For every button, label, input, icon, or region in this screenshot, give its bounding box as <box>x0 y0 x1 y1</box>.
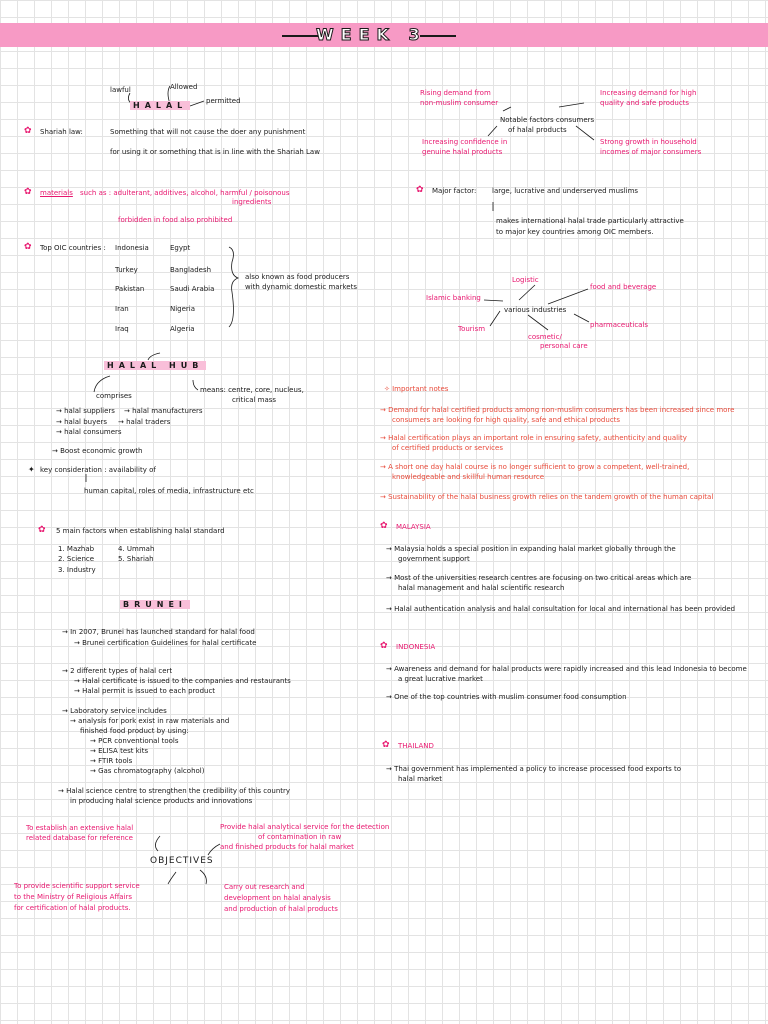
brunei-line: in producing halal science products and innovations <box>70 797 253 805</box>
bullet-icon: ✦ <box>28 465 35 474</box>
oic-country: Algeria <box>170 325 195 333</box>
brunei-line: → FTIR tools <box>90 757 133 765</box>
factor-item: 4. Ummah <box>118 545 155 553</box>
malaysia-item: government support <box>398 555 470 563</box>
notable-bl: genuine halal products <box>422 148 503 156</box>
brunei-line: → Brunei certification Guidelines for halal certificate <box>74 639 257 647</box>
major-line2: makes international halal trade particularly attractive <box>496 217 684 225</box>
halal-lawful: lawful <box>110 86 131 94</box>
brunei-line: → In 2007, Brunei has launched standard for halal food <box>62 628 255 636</box>
notable-br: incomes of major consumers <box>600 148 702 156</box>
industry-cosmetic: personal care <box>540 342 588 350</box>
indonesia-item: → Awareness and demand for halal products were rapidly increased and this lead Indonesia to become <box>386 665 747 673</box>
objective-4: Carry out research and <box>224 883 305 891</box>
flower-icon: ✿ <box>38 525 46 535</box>
indonesia-item: a great lucrative market <box>398 675 483 683</box>
factor-item: 3. Industry <box>58 566 96 574</box>
flower-icon: ✿ <box>24 187 32 197</box>
objective-3: to the Ministry of Religious Affairs <box>14 893 133 901</box>
oic-country: Nigeria <box>170 305 196 313</box>
oic-note1: also known as food producers <box>245 273 350 281</box>
shariah-label: Shariah law: <box>40 128 83 136</box>
factor-item: 5. Shariah <box>118 555 154 563</box>
indonesia-heading: INDONESIA <box>396 643 436 651</box>
thailand-item: halal market <box>398 775 442 783</box>
materials-forbidden: forbidden in food also prohibited <box>118 216 233 224</box>
materials-text2: ingredients <box>232 198 272 206</box>
objective-2: Provide halal analytical service for the detection <box>220 823 390 831</box>
thailand-heading: THAILAND <box>398 742 434 750</box>
materials-label: materials <box>40 189 73 197</box>
hub-key-label: key consideration : availability of <box>40 466 156 474</box>
arrow-means <box>193 380 198 390</box>
major-text: large, lucrative and underserved muslims <box>492 187 639 195</box>
notable-center: Notable factors consumers <box>500 116 595 124</box>
malaysia-item: → Most of the universities research centres are focusing on two critical areas which are <box>386 574 692 582</box>
hub-item: → halal consumers <box>56 428 122 436</box>
brace-oic <box>229 247 238 327</box>
notable-tr: Increasing demand for high <box>600 89 697 97</box>
malaysia-item: halal management and halal scientific research <box>398 584 565 592</box>
shariah-line1: Something that will not cause the doer any punishment <box>110 128 306 136</box>
page-title: WEEK 3 <box>316 25 427 44</box>
oic-country: Pakistan <box>115 285 145 293</box>
arrow-permitted <box>190 101 204 106</box>
halal-hub-heading: HALAL HUB <box>104 361 206 370</box>
industry-pharma: pharmaceuticals <box>590 321 649 329</box>
notable-tl: non-muslim consumer <box>420 99 499 107</box>
oic-note2: with dynamic domestic markets <box>245 283 357 291</box>
oic-country: Egypt <box>170 244 191 252</box>
hub-item: → halal buyers <box>56 418 108 426</box>
brunei-line: → Gas chromatography (alcohol) <box>90 767 205 775</box>
industry-tourism: Tourism <box>458 325 486 333</box>
notable-bl: Increasing confidence in <box>422 138 508 146</box>
hub-key-text: human capital, roles of media, infrastructure etc <box>84 487 254 495</box>
malaysia-heading: MALAYSIA <box>396 523 431 531</box>
halal-allowed: Allowed <box>170 83 198 91</box>
note-item: → Sustainability of the halal business growth relies on the tandem growth of the human capital <box>380 493 714 501</box>
brunei-line: finished food product by using: <box>80 727 189 735</box>
major-line3: to major key countries among OIC members. <box>496 228 654 236</box>
materials-text: such as : adulterant, additives, alcohol, harmful / poisonous <box>80 189 290 197</box>
note-item: → Demand for halal certified products among non-muslim consumers has been increased since more <box>380 406 735 414</box>
brunei-line: → Laboratory service includes <box>62 707 167 715</box>
hub-means1: means: centre, core, nucleus, <box>200 386 304 394</box>
hub-item: → halal suppliers <box>56 407 115 415</box>
industry-food: food and beverage <box>590 283 657 291</box>
objective-4: development on halal analysis <box>224 894 331 902</box>
notable-tl: Rising demand from <box>420 89 491 97</box>
hub-item: → halal traders <box>118 418 171 426</box>
oic-country: Iran <box>115 305 129 313</box>
notes-heading: ✧ Important notes <box>384 385 449 393</box>
hub-growth: → Boost economic growth <box>52 447 143 455</box>
oic-country: Iraq <box>115 325 129 333</box>
brunei-line: → PCR conventional tools <box>90 737 179 745</box>
notable-br: Strong growth in household <box>600 138 697 146</box>
objectives-heading: OBJECTIVES <box>150 856 214 866</box>
factor-item: 1. Mazhab <box>58 545 95 553</box>
objective-4: and production of halal products <box>224 905 338 913</box>
brunei-line: → Halal certificate is issued to the companies and restaurants <box>74 677 291 685</box>
flower-icon: ✿ <box>416 185 424 195</box>
industries-center: various industries <box>504 306 567 314</box>
note-item: → A short one day halal course is no longer sufficient to grow a competent, well-trained, <box>380 463 690 471</box>
brunei-heading: BRUNEI <box>120 600 190 609</box>
objective-1: To establish an extensive halal <box>26 824 134 832</box>
hub-item: → halal manufacturers <box>124 407 203 415</box>
brunei-line: → Halal permit is issued to each product <box>74 687 216 695</box>
major-label: Major factor: <box>432 187 477 195</box>
oic-country: Bangladesh <box>170 266 212 274</box>
industry-banking: Islamic banking <box>426 294 481 302</box>
halal-permitted: permitted <box>206 97 241 105</box>
objective-1: related database for reference <box>26 834 133 842</box>
objective-3: To provide scientific support service <box>14 882 140 890</box>
flower-icon: ✿ <box>380 641 388 651</box>
shariah-line2: for using it or something that is in line with the Shariah Law <box>110 148 320 156</box>
malaysia-item: → Halal authentication analysis and halal consultation for local and international has been provided <box>386 605 736 613</box>
arrow-comprises <box>94 376 110 392</box>
oic-country: Saudi Arabia <box>170 285 215 293</box>
note-item: of certified products or services <box>392 444 503 452</box>
malaysia-item: → Malaysia holds a special position in expanding halal market globally through the <box>386 545 676 553</box>
oic-label: Top OIC countries : <box>40 244 106 252</box>
flower-icon: ✿ <box>382 740 390 750</box>
flower-icon: ✿ <box>24 242 32 252</box>
note-item: consumers are looking for high quality, safe and ethical products <box>392 416 621 424</box>
factors-heading: 5 main factors when establishing halal standard <box>56 527 225 535</box>
halal-heading: HALAL <box>130 101 190 110</box>
brunei-line: → analysis for pork exist in raw materials and <box>70 717 230 725</box>
thailand-item: → Thai government has implemented a policy to increase processed food exports to <box>386 765 681 773</box>
notable-center: of halal products <box>508 126 567 134</box>
indonesia-item: → One of the top countries with muslim consumer food consumption <box>386 693 627 701</box>
oic-country: Indonesia <box>115 244 149 252</box>
flower-icon: ✿ <box>380 521 388 531</box>
note-item: → Halal certification plays an important role in ensuring safety, authenticity and quality <box>380 434 687 442</box>
objective-2: of contamination in raw <box>258 833 342 841</box>
hub-comprises: comprises <box>96 392 132 400</box>
notable-tr: quality and safe products <box>600 99 690 107</box>
brunei-line: → 2 different types of halal cert <box>62 667 173 675</box>
industry-cosmetic: cosmetic/ <box>528 333 562 341</box>
brunei-line: → Halal science centre to strengthen the credibility of this country <box>58 787 291 795</box>
brunei-line: → ELISA test kits <box>90 747 149 755</box>
flower-icon: ✿ <box>24 126 32 136</box>
objective-3: for certification of halal products. <box>14 904 131 912</box>
note-item: knowledgeable and skillful human resource <box>392 473 545 481</box>
objective-2: and finished products for halal market <box>220 843 354 851</box>
industry-logistic: Logistic <box>512 276 539 284</box>
factor-item: 2. Science <box>58 555 95 563</box>
oic-country: Turkey <box>115 266 138 274</box>
hub-means2: critical mass <box>232 396 277 404</box>
